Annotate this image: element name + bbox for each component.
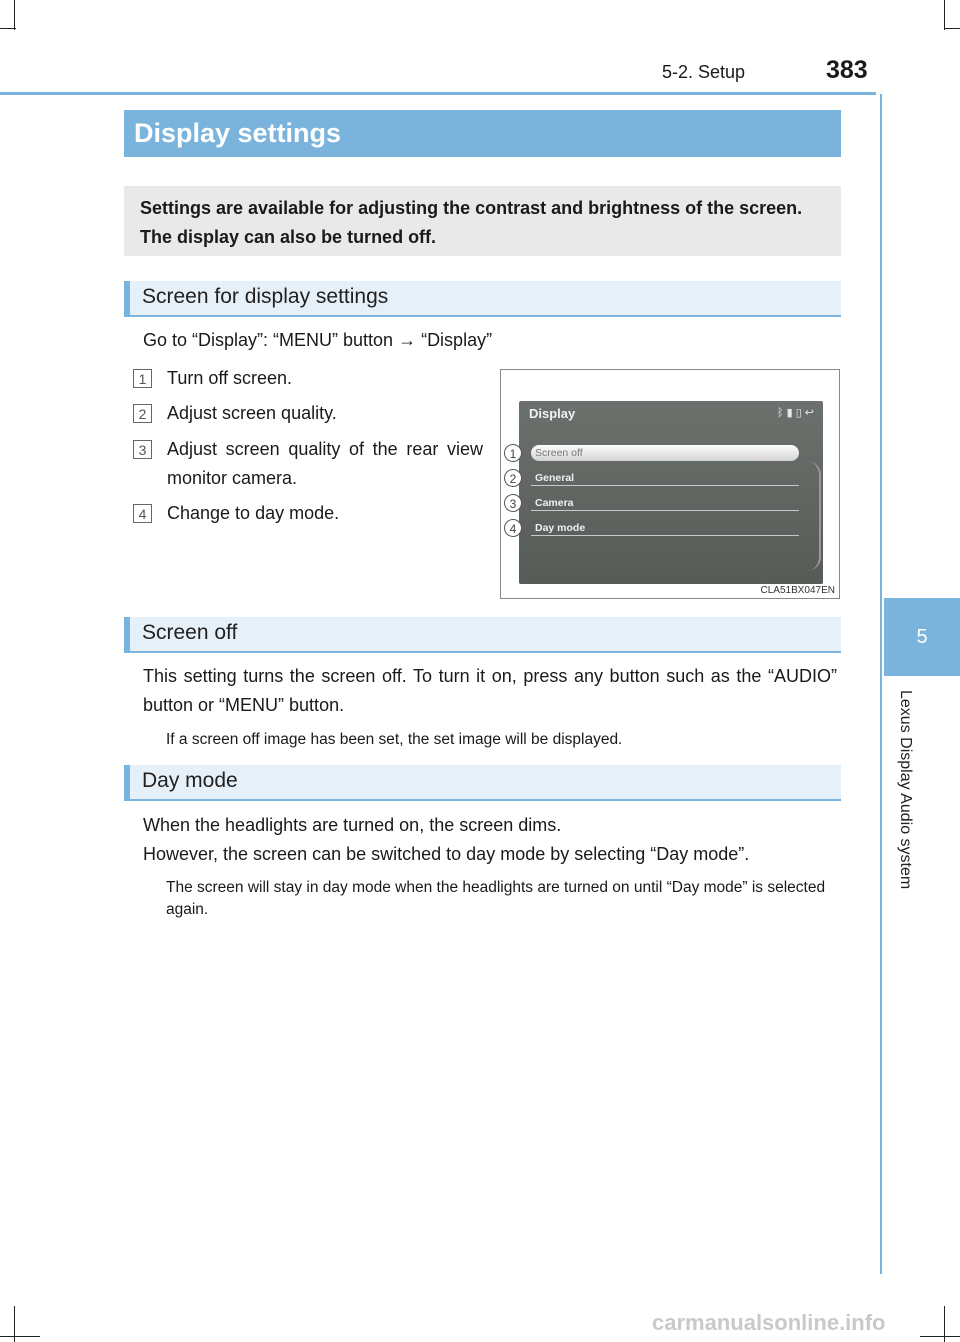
page-number: 383 [826,56,868,84]
list-item [133,399,485,429]
crop-mark [0,28,16,29]
chapter-title: Lexus Display Audio system [897,690,914,890]
section-heading-display-screen: Screen for display settings [124,281,841,317]
callout-badge: 1 [504,444,522,462]
watermark: carmanualsonline.info [652,1310,886,1335]
section-heading-screen-off: Screen off [124,617,841,653]
running-header-section: 5-2. Setup [662,62,746,82]
chapter-tab [884,598,960,676]
section-heading-day-mode: Day mode [124,765,841,801]
list-item-text: Change to day mode. [167,503,340,523]
header-rule [0,92,876,95]
screen-off-note: If a screen off image has been set, the set image will be displayed. [166,731,623,748]
figure-code: CLA51BX047EN [760,585,835,596]
status-icons [777,406,817,419]
number-badge: 3 [133,440,152,459]
list-item [133,499,485,529]
number-badge: 4 [133,504,152,523]
list-item-text: Adjust screen quality. [167,403,337,423]
crop-mark [920,1336,960,1337]
crop-mark [944,0,945,30]
scroll-arc [807,461,821,571]
crop-mark [0,1336,40,1337]
number-badge: 1 [133,369,152,388]
list-item-text: Turn off screen. [167,368,293,388]
page-title: Display settings [124,110,841,157]
display-screen-figure [500,369,840,599]
bluetooth-icon: ᛒ [777,407,787,419]
menu-item-day-mode: Day mode [531,520,799,536]
menu-item-screen-off: Screen off [531,445,799,461]
day-mode-line2: However, the screen can be switched to day mode by selecting “Day mode”. [143,844,750,864]
list-item [133,435,485,495]
day-mode-note: The screen will stay in day mode when the headlights are turned on until “Day mode” is selected again. [166,879,826,918]
day-mode-line1: When the headlights are turned on, the screen dims. [143,815,562,835]
back-icon: ↩ [804,407,817,419]
signal-icon: ▮ [786,407,796,419]
battery-icon: ▯ [795,407,805,419]
screen-off-body: This setting turns the screen off. To turn it on, press any button such as the “AUDIO” button or “MENU” button. [143,666,837,715]
number-badge: 2 [133,404,152,423]
screen-title: Display [529,406,576,421]
list-item [133,364,485,394]
menu-item-camera: Camera [531,495,799,511]
list-item-text: Adjust screen quality of the rear view monitor camera. [167,439,483,488]
callout-badge: 4 [504,519,522,537]
side-rule [880,94,882,1274]
menu-path: Go to “Display”: “MENU” button → “Display” [143,330,493,350]
display-screen [519,401,823,584]
crop-mark [14,0,15,30]
callout-badge: 3 [504,494,522,512]
crop-mark [944,28,960,29]
intro-box: Settings are available for adjusting the contrast and brightness of the screen. The display can also be turned off. [124,186,841,256]
chapter-number: 5 [916,625,928,648]
menu-item-general: General [531,470,799,486]
callout-badge: 2 [504,469,522,487]
